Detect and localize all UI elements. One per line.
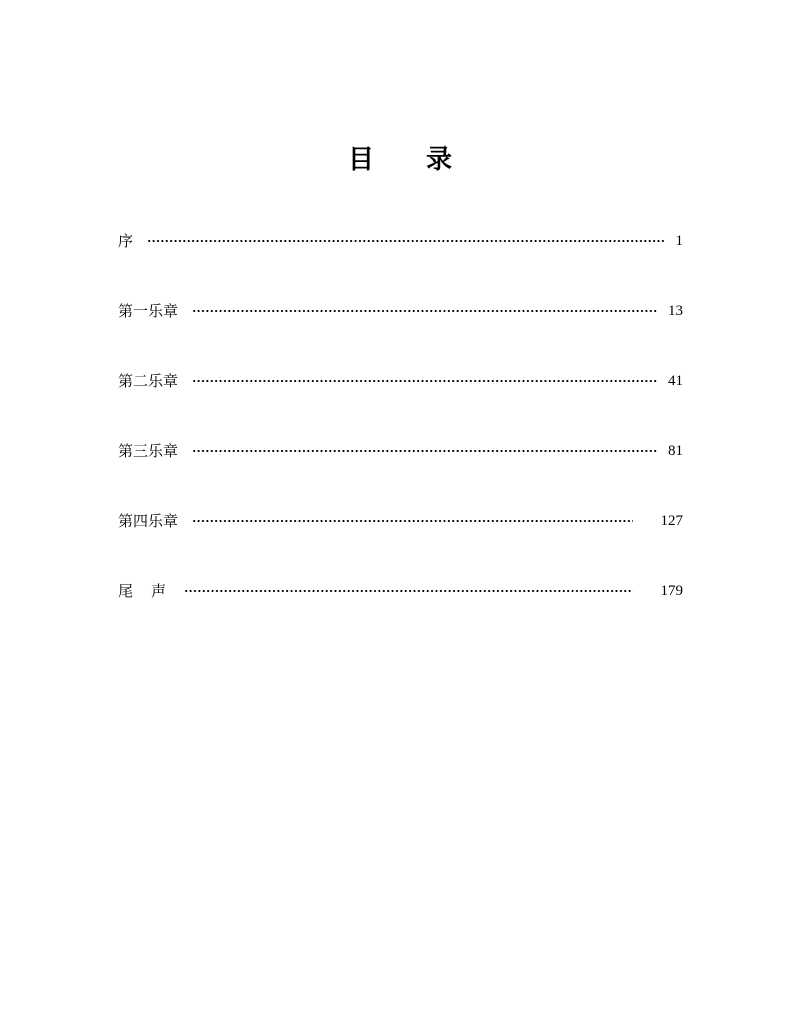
toc-entry-label: 尾声 [118, 582, 185, 600]
toc-entry-label: 第一乐章 [118, 302, 179, 320]
toc-entry-label: 序 [118, 232, 134, 250]
toc-entry-label: 第四乐章 [118, 512, 179, 530]
toc-entry-label: 第三乐章 [118, 442, 179, 460]
toc-entry-page-number: 127 [660, 513, 683, 529]
toc-dot-leader [192, 366, 658, 396]
toc-entry-label: 第二乐章 [118, 372, 179, 390]
toc-dot-leader [192, 506, 633, 536]
toc-dot-leader [147, 226, 665, 256]
toc-entry-epilogue [118, 576, 683, 606]
toc-dot-leader [192, 436, 658, 466]
toc-entry-movement-3 [118, 436, 683, 466]
toc-entry-movement-1 [118, 296, 683, 326]
toc-dot-leader [192, 296, 658, 326]
toc-entry-movement-2 [118, 366, 683, 396]
toc-dot-leader [184, 576, 633, 606]
toc-entry-page-number: 13 [668, 303, 683, 319]
toc-entry-page-number: 81 [668, 443, 683, 459]
toc-title: 目录 [347, 145, 504, 175]
toc-entry-prologue [118, 226, 683, 256]
toc-list [118, 226, 683, 646]
toc-entry-page-number: 1 [675, 233, 683, 249]
toc-entry-page-number: 179 [660, 583, 683, 599]
toc-entry-page-number: 41 [668, 373, 683, 389]
toc-entry-movement-4 [118, 506, 683, 536]
